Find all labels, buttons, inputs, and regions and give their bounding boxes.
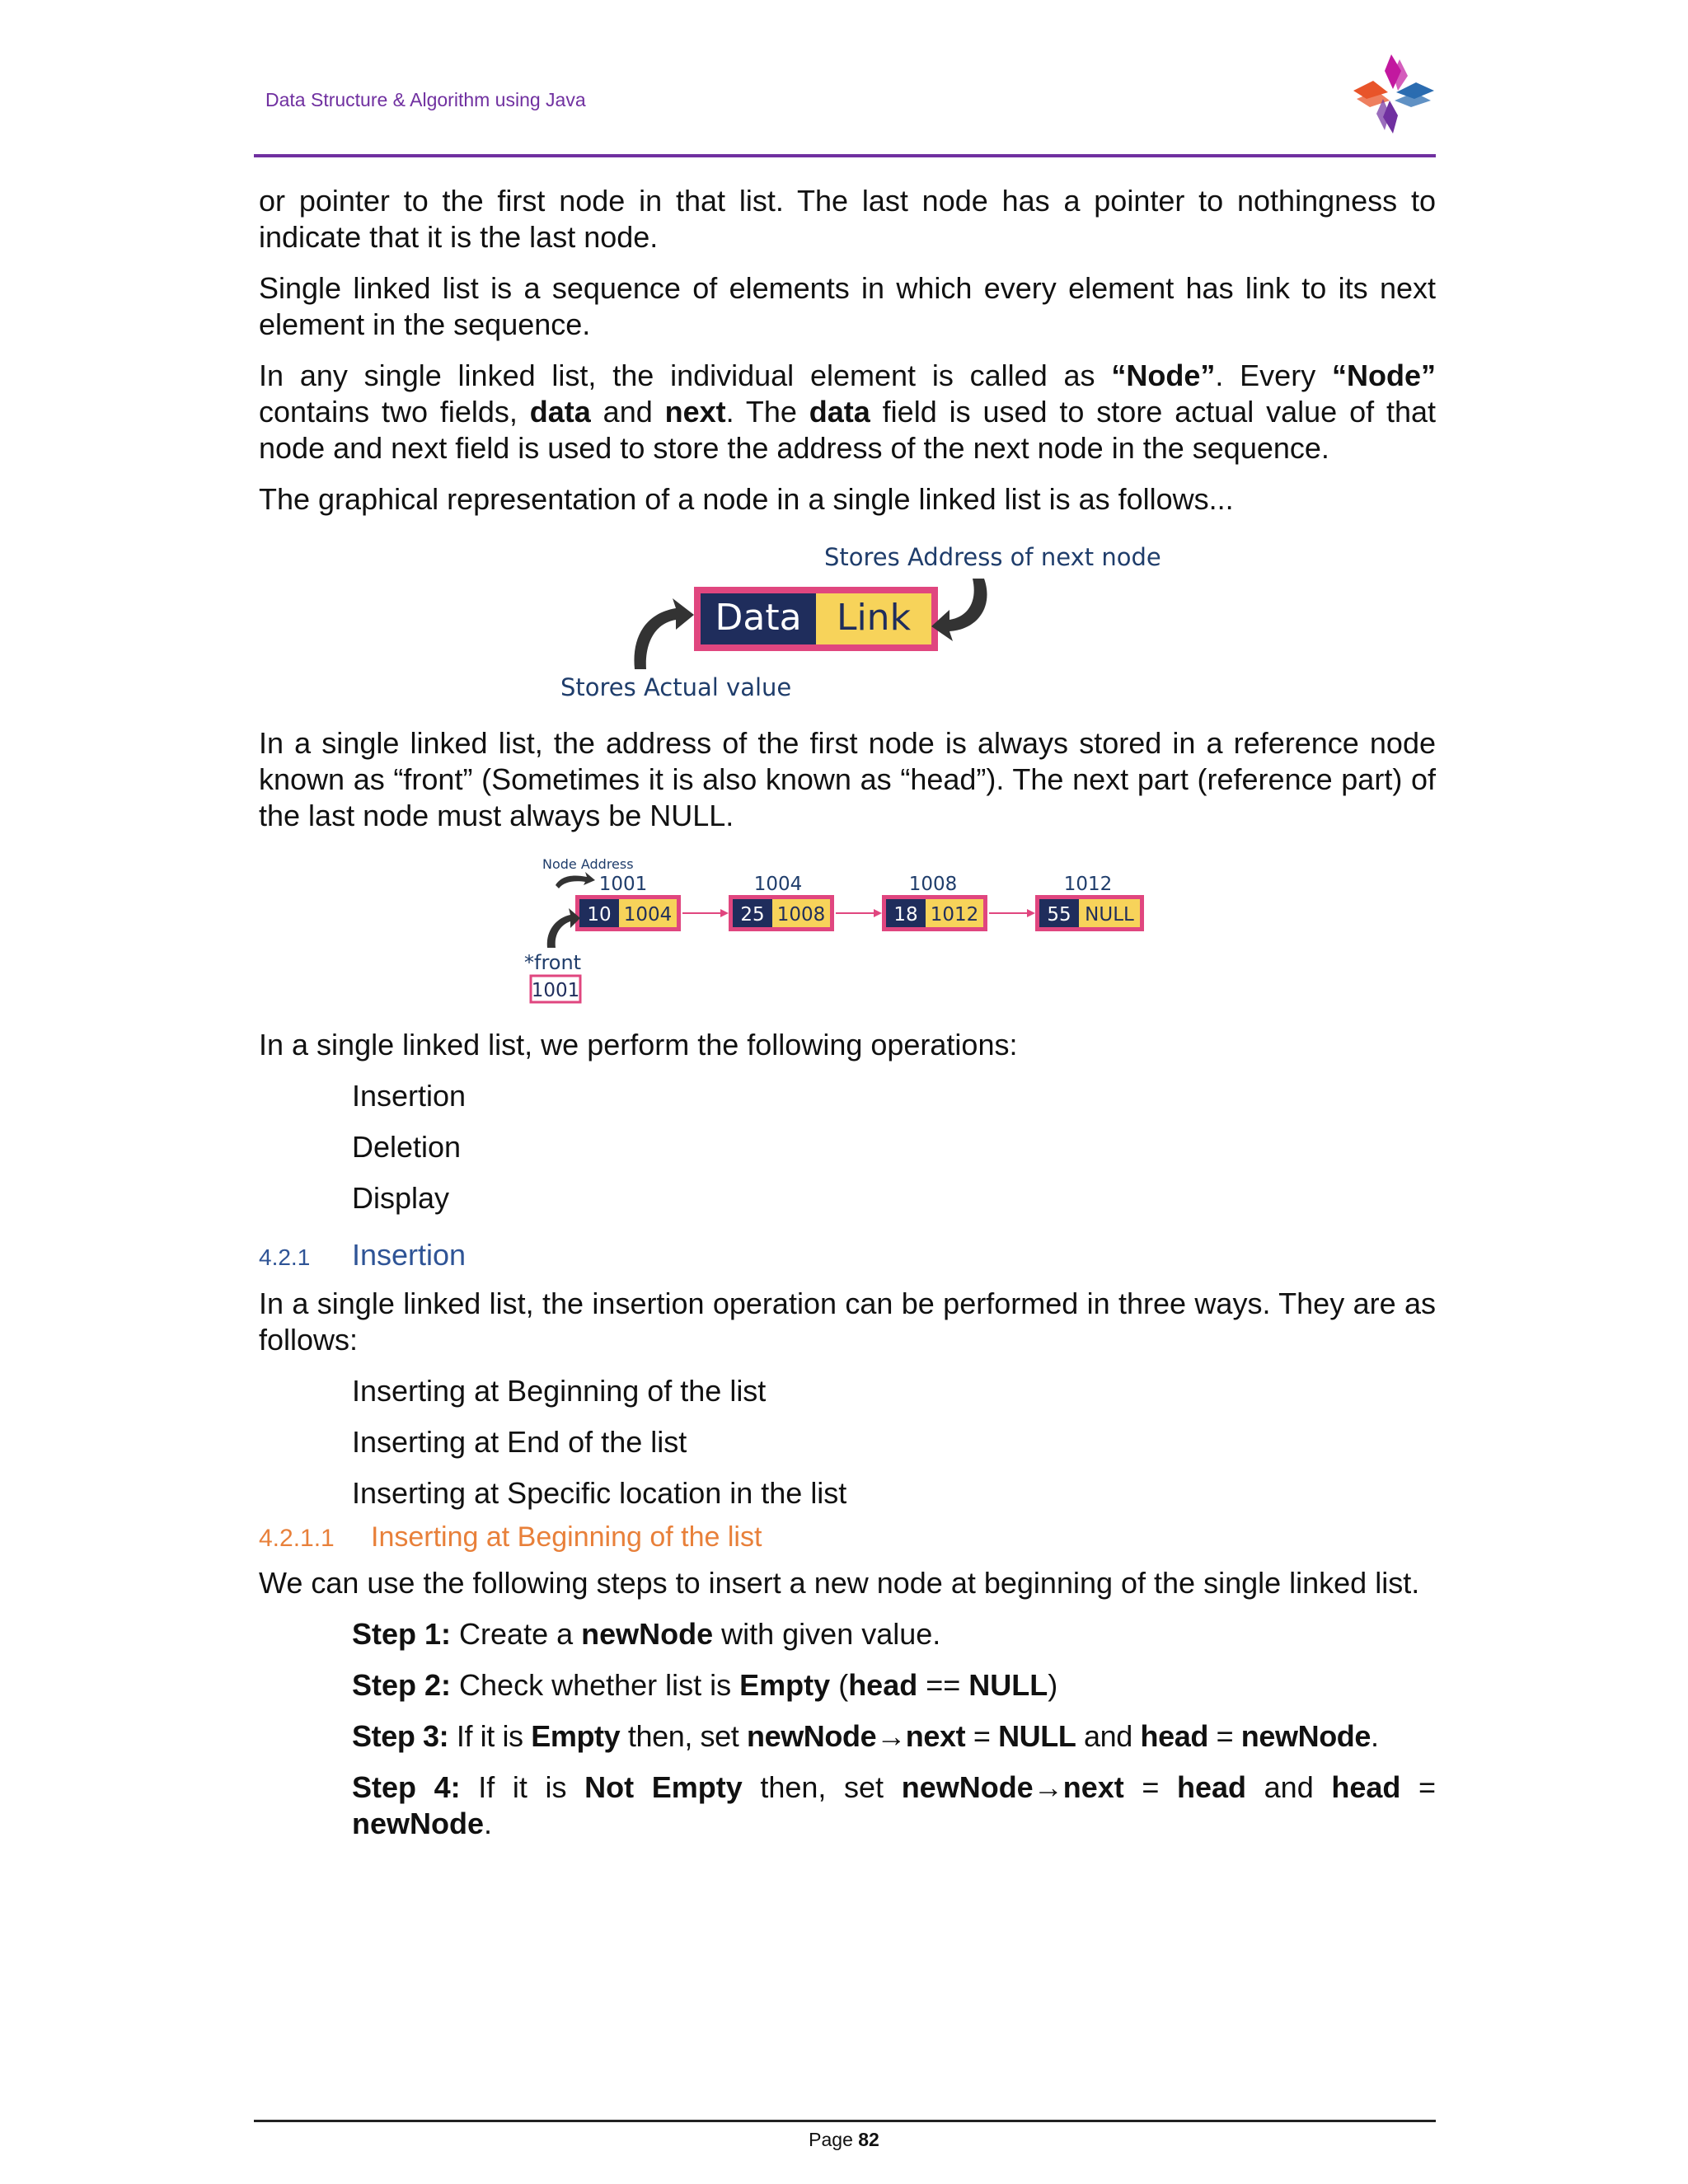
list-node-next: NULL [1085, 904, 1134, 926]
node-address-label: Node Address [542, 856, 634, 872]
list-node-next: 1004 [623, 904, 673, 926]
section-title: Insertion [352, 1238, 467, 1272]
step-1: Step 1: Create a newNode with given value. [352, 1617, 941, 1651]
step-3: Step 3: If it is Empty then, set newNode→next = NULL and head = newNode. [352, 1719, 1379, 1753]
paragraph-definition: Single linked list is a sequence of elements in which every element has link to its next element in the sequence. [259, 271, 1436, 341]
node-top-label: Stores Address of next node [824, 543, 1161, 571]
section-heading-insertion [259, 1238, 1436, 1272]
subsection-heading-insert-beginning [259, 1521, 1436, 1554]
page-content [259, 183, 1436, 1857]
list-node-next: 1012 [930, 904, 979, 926]
curved-arrow-icon [634, 598, 694, 669]
paragraph-operations-intro: In a single linked list, we perform the following operations: [259, 1028, 1018, 1062]
list-node-next: 1008 [776, 904, 826, 926]
list-node-data: 18 [893, 904, 918, 926]
node-bottom-label: Stores Actual value [560, 673, 792, 701]
footer-rule [254, 2120, 1436, 2122]
publisher-logo-icon [1348, 53, 1436, 135]
arrowhead-icon [1027, 909, 1035, 917]
step-2: Step 2: Check whether list is Empty (head == NULL) [352, 1668, 1058, 1702]
subsection-title: Inserting at Beginning of the list [371, 1521, 762, 1553]
list-node-address: 1001 [598, 874, 648, 895]
paragraph-last-node: or pointer to the first node in that list. The last node has a pointer to nothingness to indicate that it is the last node. [259, 184, 1436, 254]
paragraph-insertion-intro: In a single linked list, the insertion operation can be performed in three ways. They are as follows: [259, 1286, 1436, 1357]
curved-arrow-icon [556, 872, 595, 888]
page-footer [0, 2129, 1688, 2151]
node-data-label: Data [715, 597, 802, 639]
arrowhead-icon [720, 909, 729, 917]
insertion-way-item: Inserting at End of the list [352, 1425, 687, 1459]
page-label: Page [809, 2129, 853, 2150]
section-number: 4.2.1 [259, 1244, 311, 1270]
paragraph-node-fields: In any single linked list, the individual element is called as “Node”. Every “Node” contains two fields, data and next. The data field is used to store actual value of that node and next field is used to store the address of the next node in the sequence. [259, 359, 1437, 465]
page-number: 82 [858, 2129, 879, 2150]
list-node-data: 25 [740, 904, 765, 926]
operation-item: Display [352, 1181, 450, 1215]
paragraph-front-reference: In a single linked list, the address of the first node is always stored in a reference node known as “front” (Sometimes it is also known as “head”). The next part (reference part) of the last node must always be NULL. [259, 726, 1436, 832]
page-header-title: Data Structure & Algorithm using Java [265, 89, 586, 110]
subsection-number: 4.2.1.1 [259, 1525, 335, 1552]
paragraph-begin-intro: We can use the following steps to insert a new node at beginning of the single linked list. [259, 1566, 1420, 1600]
arrowhead-icon [874, 909, 882, 917]
list-node-address: 1004 [753, 874, 803, 895]
curved-arrow-icon [931, 579, 987, 641]
insertion-way-item: Inserting at Beginning of the list [352, 1374, 767, 1408]
list-node-data: 55 [1047, 904, 1071, 926]
front-label: *front [524, 951, 582, 974]
logo-petal-bottom [1376, 99, 1398, 134]
step-4: Step 4: If it is Not Empty then, set newNode→next = head and head = newNode. [352, 1770, 1436, 1840]
logo-petal-top [1385, 54, 1408, 91]
curved-arrow-icon [547, 908, 580, 948]
list-node-address: 1012 [1063, 874, 1113, 895]
operation-item: Deletion [352, 1130, 462, 1164]
list-node-data: 10 [587, 904, 612, 926]
header-rule [254, 154, 1436, 157]
node-diagram [259, 527, 1436, 710]
list-node-address: 1008 [908, 874, 958, 895]
insertion-way-item: Inserting at Specific location in the list [352, 1476, 847, 1510]
front-value: 1001 [531, 980, 580, 1001]
node-link-label: Link [836, 597, 912, 639]
linked-list-diagram [259, 849, 1436, 1012]
operation-item: Insertion [352, 1079, 467, 1113]
paragraph-graphical-intro: The graphical representation of a node in a single linked list is as follows... [259, 482, 1234, 516]
